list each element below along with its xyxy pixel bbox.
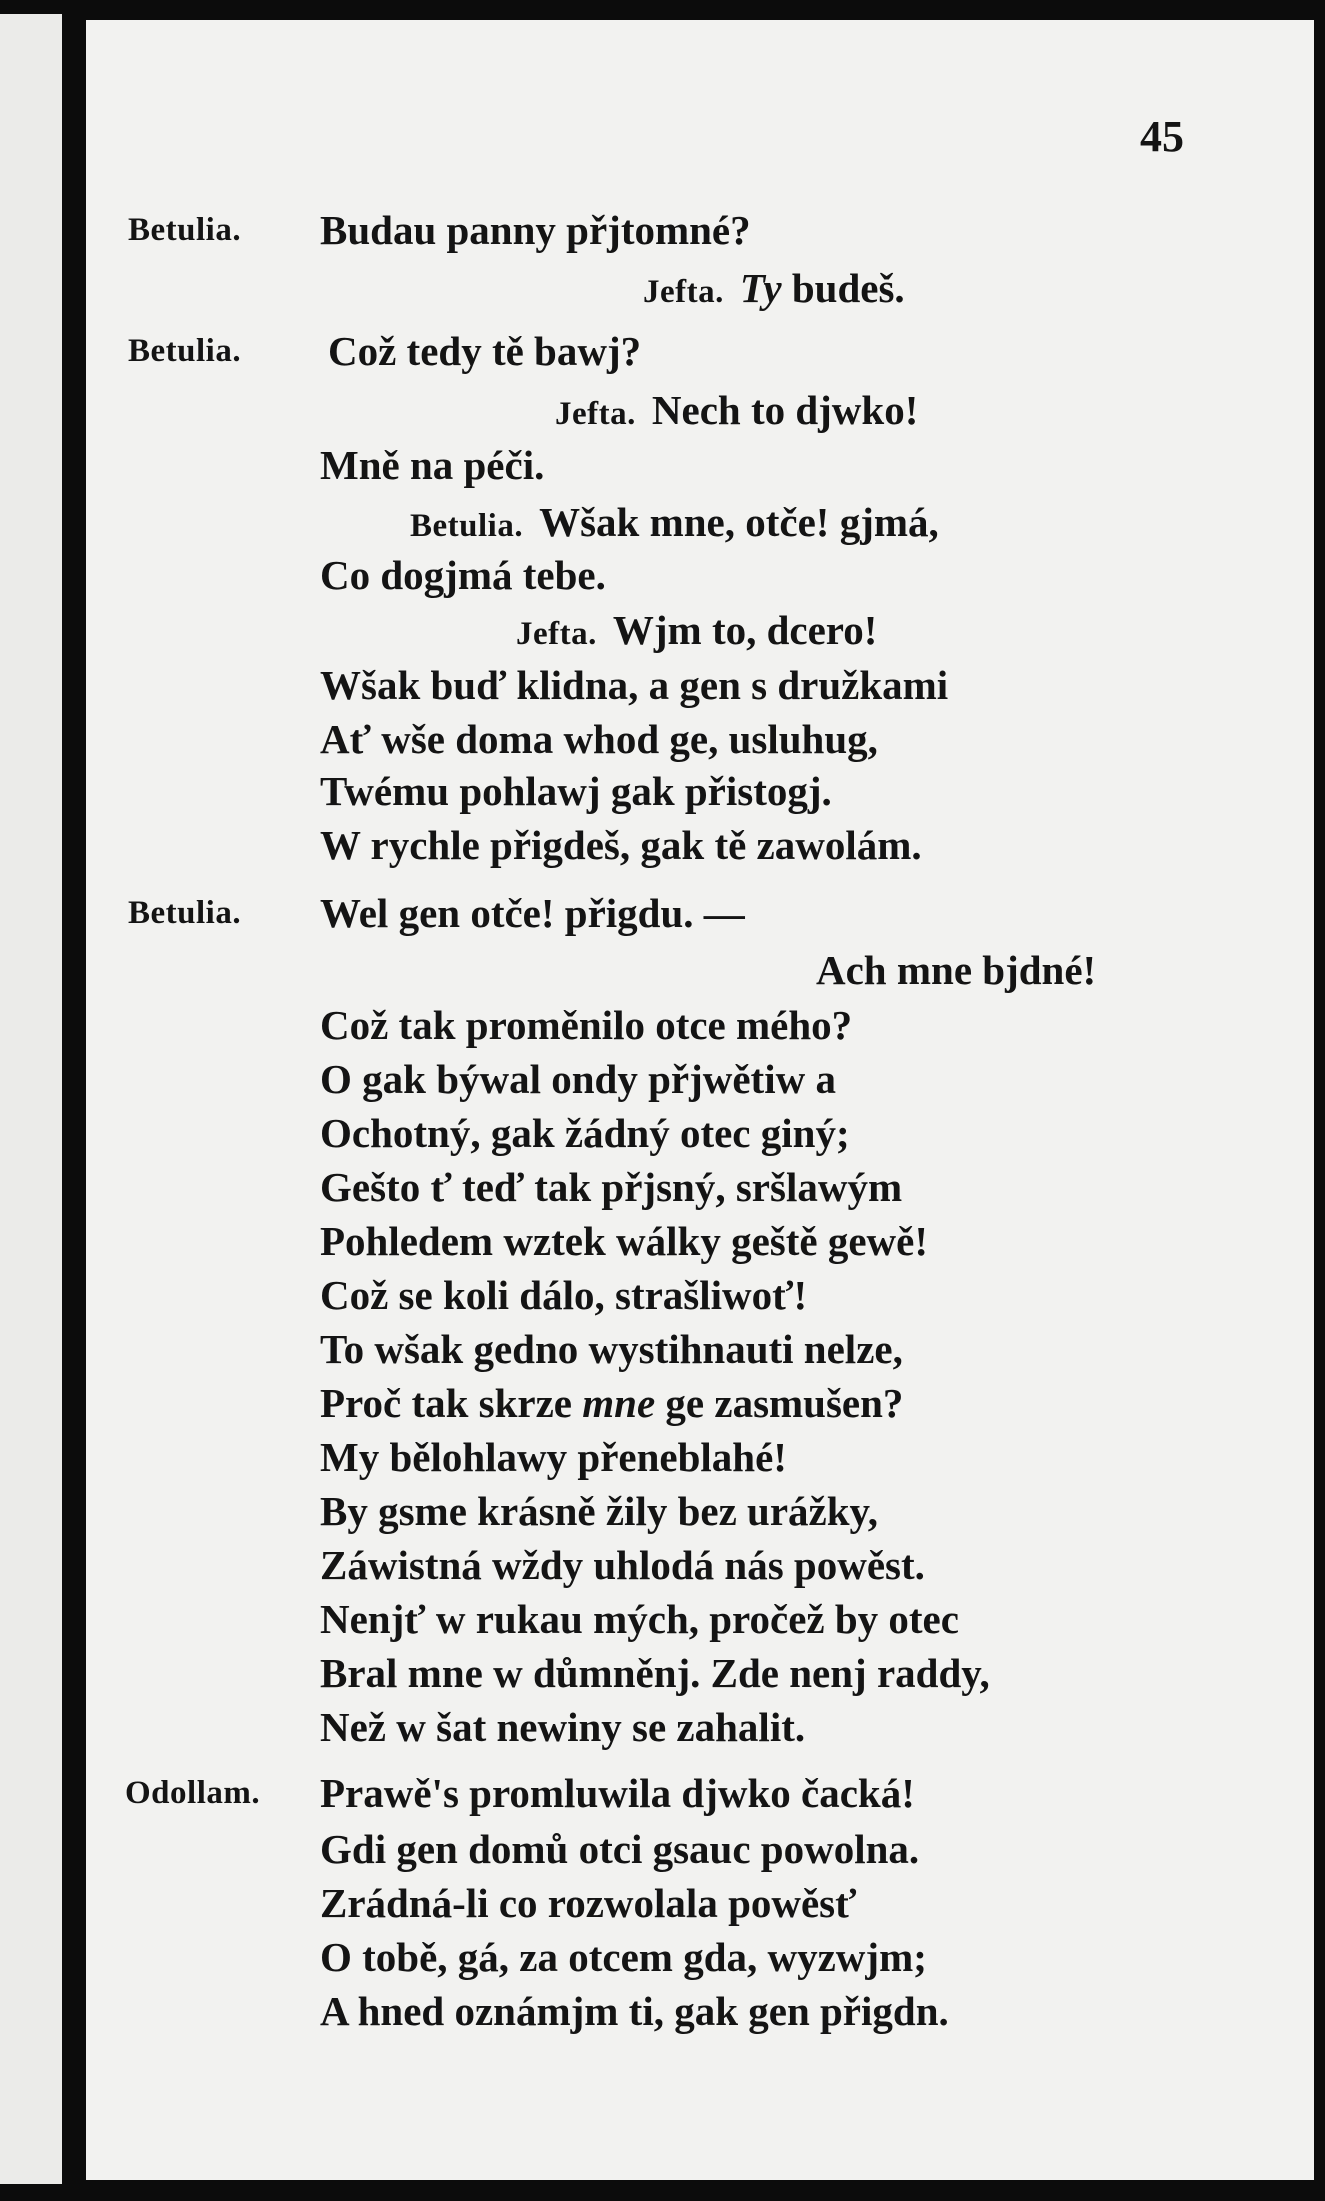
verse-line — [516, 605, 877, 659]
verse-line: Zrádná-li co rozwolala powěsť — [320, 1880, 857, 1926]
verse-line: Prawě's promluwila djwko čacká! — [320, 1770, 915, 1816]
speaker-label: Jefta. — [643, 274, 724, 310]
speaker-label: Betulia. — [128, 212, 242, 248]
verse-text: budeš. — [791, 265, 905, 311]
speaker-label: Jefta. — [516, 616, 597, 652]
verse-line: Bral mne w důmněnj. Zde nenj raddy, — [320, 1650, 990, 1696]
verse-line: Ach mne bjdné! — [816, 947, 1097, 993]
verse-text: Nech to djwko! — [651, 387, 919, 433]
verse-line: My bělohlawy přeneblahé! — [320, 1434, 787, 1480]
emphasis-text: mne — [582, 1380, 656, 1426]
verse-line — [320, 1378, 903, 1428]
verse-line: Než w šat newiny se zahalit. — [320, 1704, 806, 1750]
speaker-label: Jefta. — [555, 396, 636, 432]
verse-text: ge zasmušen? — [665, 1380, 904, 1426]
verse-line: Wel gen otče! přigdu. — — [320, 890, 745, 936]
verse-line: Gdi gen domů otci gsauc powolna. — [320, 1826, 920, 1872]
verse-line: Budau panny přjtomné? — [320, 207, 751, 253]
verse-line: Gešto ť teď tak přjsný, sršlawým — [320, 1164, 903, 1210]
speaker-label: Odollam. — [125, 1775, 261, 1811]
verse-line: Což tak proměnilo otce mého? — [320, 1002, 853, 1048]
verse-line — [410, 497, 939, 551]
verse-text: Wšak mne, otče! gjmá, — [539, 499, 939, 545]
verse-line: Mně na péči. — [320, 442, 545, 488]
emphasis-text: Ty — [739, 265, 782, 311]
verse-line — [643, 263, 905, 317]
verse-line: Ochotný, gak žádný otec giný; — [320, 1110, 850, 1156]
verse-line: A hned oznámjm ti, gak gen přigdn. — [320, 1988, 949, 2034]
verse-line: Pohledem wztek wálky geště gewě! — [320, 1218, 929, 1264]
verse-line: Ať wše doma whod ge, usluhug, — [320, 716, 878, 762]
verse-line: Nenjť w rukau mých, pročež by otec — [320, 1596, 959, 1642]
verse-line: Záwistná wždy uhlodá nás powěst. — [320, 1542, 925, 1588]
verse-line: To wšak gedno wystihnauti nelze, — [320, 1326, 903, 1372]
verse-line: Wšak buď klidna, a gen s družkami — [320, 662, 949, 708]
verse-line: Což se koli dálo, strašliwoť! — [320, 1272, 808, 1318]
verse-line: Twému pohlawj gak přistogj. — [320, 768, 832, 814]
verse-line: W rychle přigdeš, gak tě zawolám. — [320, 822, 922, 868]
verse-line: Což tedy tě bawj? — [328, 328, 642, 374]
verse-text: Proč tak skrze — [320, 1380, 573, 1426]
verse-text: Wjm to, dcero! — [612, 607, 878, 653]
page-number: 45 — [1140, 112, 1184, 161]
verse-line — [555, 385, 918, 439]
verse-line: By gsme krásně žily bez urážky, — [320, 1488, 879, 1534]
verse-line: O tobě, gá, za otcem gda, wyzwjm; — [320, 1934, 927, 1980]
previous-page-edge — [0, 14, 62, 2184]
speaker-label: Betulia. — [410, 508, 524, 544]
speaker-label: Betulia. — [128, 895, 242, 931]
verse-line: Co dogjmá tebe. — [320, 552, 606, 598]
verse-line: O gak býwal ondy přjwětiw a — [320, 1056, 836, 1102]
speaker-label: Betulia. — [128, 333, 242, 369]
